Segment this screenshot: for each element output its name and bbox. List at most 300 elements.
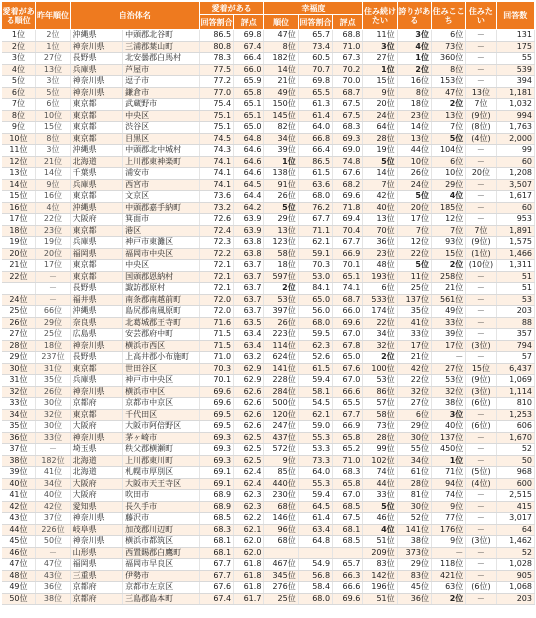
cell-happiness-percent: 68.0 (298, 317, 332, 329)
cell-city: 渋谷区 (123, 122, 200, 134)
cell-respondents: 1,617 (496, 191, 534, 203)
cell-comfortable: 49位 (431, 306, 465, 318)
cell-live-continue: 57位 (363, 398, 397, 410)
cell-pride: 1位 (397, 53, 431, 65)
cell-prefecture: 東京都 (70, 110, 122, 122)
cell-happiness-percent: 68.0 (298, 191, 332, 203)
cell-live-continue: 48位 (363, 260, 397, 272)
cell-live-continue: 53位 (363, 375, 397, 387)
cell-prefecture: 東京都 (70, 409, 122, 421)
cell-respondents: 2,000 (496, 133, 534, 145)
cell-attachment-percent: 69.1 (199, 467, 233, 479)
cell-live-continue: 83位 (363, 559, 397, 571)
cell-respondents: 1,763 (496, 122, 534, 134)
cell-happiness-rank: 276位 (264, 582, 298, 594)
cell-rank: 24位 (2, 294, 36, 306)
cell-attachment-score: 66.4 (234, 53, 264, 65)
table-row (2, 467, 535, 479)
cell-happiness-score: 66.9 (333, 421, 363, 433)
cell-attachment-score: 67.4 (234, 41, 264, 53)
cell-happiness-score: 71.0 (333, 455, 363, 467)
cell-rank: 36位 (2, 432, 36, 444)
cell-comfortable: 176位 (431, 524, 465, 536)
cell-city: 逗子市 (123, 76, 200, 88)
cell-pride: 27位 (397, 398, 431, 410)
cell-happiness-percent: 62.1 (298, 409, 332, 421)
cell-attachment-percent: 75.1 (199, 110, 233, 122)
cell-happiness-percent: 64.0 (298, 467, 332, 479)
cell-happiness-rank: 9位 (264, 455, 298, 467)
table-row (2, 156, 535, 168)
cell-pride: 2位 (397, 64, 431, 76)
cell-pride: 22位 (397, 375, 431, 387)
cell-happiness-rank: 58位 (264, 248, 298, 260)
cell-attachment-score: 62.9 (234, 375, 264, 387)
cell-respondents: 905 (496, 570, 534, 582)
cell-want-live: (8位) (466, 122, 496, 134)
table-row (2, 248, 535, 260)
cell-attachment-score: 61.8 (234, 582, 264, 594)
cell-happiness-score: 74.1 (333, 283, 363, 295)
cell-live-continue: 40位 (363, 202, 397, 214)
cell-happiness-percent: 53.0 (298, 271, 332, 283)
cell-attachment-percent: 80.8 (199, 41, 233, 53)
cell-rank: 11位 (2, 145, 36, 157)
cell-attachment-percent: 71.0 (199, 352, 233, 364)
cell-prev-rank: 21位 (36, 156, 70, 168)
table-row (2, 179, 535, 191)
cell-happiness-percent: 70.7 (298, 64, 332, 76)
cell-city: 西宮市 (123, 179, 200, 191)
cell-happiness-score: 65.0 (333, 352, 363, 364)
cell-attachment-percent: 75.4 (199, 99, 233, 111)
cell-comfortable: 185位 (431, 202, 465, 214)
cell-rank: 12位 (2, 156, 36, 168)
cell-pride: 36位 (397, 593, 431, 605)
cell-want-live: － (466, 444, 496, 456)
cell-happiness-rank: 247位 (264, 421, 298, 433)
cell-rank: 26位 (2, 317, 36, 329)
cell-pride: 52位 (397, 513, 431, 525)
header-pride: 誇りがある (397, 2, 431, 30)
cell-pride: 25位 (397, 283, 431, 295)
cell-rank: 17位 (2, 214, 36, 226)
cell-respondents: 415 (496, 501, 534, 513)
table-row (2, 145, 535, 157)
cell-prefecture: 京都府 (70, 398, 122, 410)
cell-live-continue: 142位 (363, 570, 397, 582)
cell-happiness-score: 74.8 (333, 156, 363, 168)
cell-rank: 9位 (2, 122, 36, 134)
cell-city: 伊勢市 (123, 570, 200, 582)
cell-happiness-rank: 624位 (264, 352, 298, 364)
cell-want-live: － (466, 41, 496, 53)
table-row (2, 133, 535, 145)
cell-pride: 28位 (397, 478, 431, 490)
cell-happiness-rank: 182位 (264, 53, 298, 65)
cell-live-continue: 34位 (363, 329, 397, 341)
cell-live-continue: 7位 (363, 179, 397, 191)
cell-respondents: 953 (496, 214, 534, 226)
cell-prev-rank: 41位 (36, 467, 70, 479)
cell-happiness-rank: 123位 (264, 237, 298, 249)
cell-attachment-percent: 74.5 (199, 133, 233, 145)
cell-happiness-percent: 62.1 (298, 237, 332, 249)
cell-comfortable: 6位 (431, 156, 465, 168)
cell-city: 芦屋市 (123, 64, 200, 76)
cell-attachment-score: 69.8 (234, 30, 264, 42)
cell-happiness-rank: 8位 (264, 41, 298, 53)
header-attachment-group: 愛着がある (199, 2, 264, 15)
cell-rank: 13位 (2, 168, 36, 180)
cell-prev-rank: 182位 (36, 455, 70, 467)
cell-happiness-score: 67.3 (333, 53, 363, 65)
cell-happiness-rank: 49位 (264, 87, 298, 99)
cell-city: 港区 (123, 225, 200, 237)
cell-happiness-rank: 150位 (264, 99, 298, 111)
cell-comfortable: 360位 (431, 53, 465, 65)
cell-respondents: 1,466 (496, 248, 534, 260)
cell-pride: 29位 (397, 421, 431, 433)
cell-comfortable: 53位 (431, 375, 465, 387)
header-rank: 愛着がある順位 (2, 2, 36, 30)
cell-rank: 49位 (2, 582, 36, 594)
cell-happiness-rank: 47位 (264, 30, 298, 42)
cell-want-live: － (466, 202, 496, 214)
cell-want-live: 13位 (466, 87, 496, 99)
table-row (2, 329, 535, 341)
cell-want-live: 15位 (466, 363, 496, 375)
cell-happiness-score: 68.1 (333, 524, 363, 536)
cell-rank: 25位 (2, 306, 36, 318)
cell-attachment-score: 64.2 (234, 202, 264, 214)
cell-happiness-rank: 85位 (264, 467, 298, 479)
cell-rank: 34位 (2, 409, 36, 421)
cell-comfortable: 94位 (431, 478, 465, 490)
cell-city: 長久手市 (123, 501, 200, 513)
cell-happiness-score: 69.6 (333, 317, 363, 329)
cell-comfortable: 21位 (431, 283, 465, 295)
cell-attachment-score: 62.1 (234, 524, 264, 536)
cell-pride: 17位 (397, 340, 431, 352)
cell-happiness-percent: 59.1 (298, 248, 332, 260)
cell-prefecture: 愛知県 (70, 501, 122, 513)
cell-live-continue: 5位 (363, 156, 397, 168)
cell-attachment-score: 64.4 (234, 191, 264, 203)
cell-city: 北安曇郡白馬村 (123, 53, 200, 65)
cell-attachment-percent: 68.1 (199, 536, 233, 548)
cell-pride: 29位 (397, 559, 431, 571)
cell-city: 神戸市東灘区 (123, 237, 200, 249)
cell-want-live: － (466, 145, 496, 157)
cell-happiness-rank: 82位 (264, 122, 298, 134)
cell-prefecture: 神奈川県 (70, 76, 122, 88)
cell-live-continue: 6位 (363, 283, 397, 295)
cell-attachment-score: 63.4 (234, 329, 264, 341)
cell-attachment-percent: 72.2 (199, 248, 233, 260)
cell-happiness-percent: 66.4 (298, 145, 332, 157)
cell-happiness-score: 67.0 (333, 490, 363, 502)
cell-happiness-percent: 84.1 (298, 283, 332, 295)
header-attachment-percent: 回答割合 (199, 15, 233, 30)
cell-rank: 42位 (2, 501, 36, 513)
cell-prev-rank: 38位 (36, 593, 70, 605)
cell-want-live: － (466, 513, 496, 525)
table-row (2, 271, 535, 283)
cell-respondents: 60 (496, 156, 534, 168)
header-happiness-score: 評点 (333, 15, 363, 30)
cell-happiness-rank: 26位 (264, 191, 298, 203)
cell-prev-rank: 30位 (36, 421, 70, 433)
cell-happiness-score: 65.8 (333, 478, 363, 490)
cell-prefecture: 神奈川県 (70, 41, 122, 53)
cell-attachment-percent: 68.1 (199, 547, 233, 559)
cell-live-continue: 36位 (363, 237, 397, 249)
cell-respondents: 1,575 (496, 237, 534, 249)
cell-want-live: － (466, 559, 496, 571)
table-row (2, 87, 535, 99)
cell-attachment-score: 63.9 (234, 225, 264, 237)
cell-prefecture: 東京都 (70, 271, 122, 283)
cell-happiness-score: 70.4 (333, 225, 363, 237)
cell-live-continue: 533位 (363, 294, 397, 306)
cell-city: 中頭郡北谷町 (123, 30, 200, 42)
cell-attachment-percent: 68.9 (199, 490, 233, 502)
cell-want-live: － (466, 283, 496, 295)
cell-prefecture: 兵庫県 (70, 237, 122, 249)
cell-respondents: 539 (496, 64, 534, 76)
cell-happiness-score: 66.3 (333, 570, 363, 582)
table-row (2, 547, 535, 559)
cell-prefecture: 神奈川県 (70, 386, 122, 398)
cell-prefecture: 東京都 (70, 260, 122, 272)
cell-attachment-score: 64.6 (234, 156, 264, 168)
cell-attachment-percent: 77.0 (199, 87, 233, 99)
cell-happiness-percent: 86.5 (298, 156, 332, 168)
cell-attachment-percent: 72.6 (199, 214, 233, 226)
cell-attachment-percent: 72.0 (199, 294, 233, 306)
cell-attachment-percent: 73.6 (199, 191, 233, 203)
cell-prev-rank: 37位 (36, 513, 70, 525)
cell-attachment-score: 63.7 (234, 271, 264, 283)
cell-respondents: 53 (496, 294, 534, 306)
cell-happiness-score: 65.2 (333, 444, 363, 456)
cell-happiness-percent: 61.5 (298, 168, 332, 180)
cell-attachment-score: 63.7 (234, 306, 264, 318)
cell-city: 上高井郡小布施町 (123, 352, 200, 364)
cell-happiness-rank: 68位 (264, 536, 298, 548)
cell-happiness-rank (264, 547, 298, 559)
cell-rank: 15位 (2, 191, 36, 203)
cell-pride: 5位 (397, 260, 431, 272)
cell-want-live: － (466, 409, 496, 421)
cell-pride: 44位 (397, 145, 431, 157)
cell-attachment-score: 63.7 (234, 283, 264, 295)
cell-live-continue: 14位 (363, 168, 397, 180)
header-want-live: 住みたい (466, 2, 496, 30)
cell-pride: 11位 (397, 271, 431, 283)
cell-happiness-score: 67.0 (333, 375, 363, 387)
cell-respondents: 6,437 (496, 363, 534, 375)
cell-respondents: 203 (496, 306, 534, 318)
table-row (2, 294, 535, 306)
cell-happiness-rank: 96位 (264, 524, 298, 536)
cell-want-live: 7位 (466, 99, 496, 111)
cell-city: 文京区 (123, 191, 200, 203)
cell-prefecture: 神奈川県 (70, 432, 122, 444)
cell-prev-rank: 14位 (36, 168, 70, 180)
cell-attachment-percent: 67.6 (199, 582, 233, 594)
cell-pride: 20位 (397, 202, 431, 214)
cell-attachment-score: 64.6 (234, 145, 264, 157)
cell-happiness-rank: 228位 (264, 375, 298, 387)
table-row (2, 559, 535, 571)
header-happiness-rank: 順位 (264, 15, 298, 30)
cell-happiness-score: 68.2 (333, 179, 363, 191)
cell-happiness-percent: 73.4 (298, 41, 332, 53)
cell-comfortable: 29位 (431, 179, 465, 191)
cell-prev-rank: 25位 (36, 329, 70, 341)
cell-happiness-rank: 345位 (264, 570, 298, 582)
cell-want-live: (9位) (466, 110, 496, 122)
cell-city: 藤沢市 (123, 513, 200, 525)
table-row (2, 501, 535, 513)
cell-happiness-rank: 597位 (264, 271, 298, 283)
cell-attachment-score: 63.8 (234, 237, 264, 249)
cell-happiness-percent: 66.8 (298, 133, 332, 145)
cell-comfortable: 38位 (431, 398, 465, 410)
cell-attachment-score: 63.7 (234, 260, 264, 272)
cell-want-live: － (466, 306, 496, 318)
cell-want-live: (1位) (466, 248, 496, 260)
table-row (2, 513, 535, 525)
header-prev-rank: 昨年順位 (36, 2, 70, 30)
cell-happiness-score: 69.4 (333, 214, 363, 226)
cell-happiness-percent: 61.5 (298, 363, 332, 375)
cell-comfortable: 7位 (431, 122, 465, 134)
cell-prev-rank: 4位 (36, 202, 70, 214)
cell-live-continue: 58位 (363, 409, 397, 421)
cell-prefecture: 福岡県 (70, 559, 122, 571)
cell-attachment-percent: 69.5 (199, 421, 233, 433)
cell-pride: 3位 (397, 30, 431, 42)
cell-comfortable: 93位 (431, 237, 465, 249)
cell-comfortable: 2位 (431, 99, 465, 111)
cell-happiness-score: 69.0 (333, 145, 363, 157)
cell-attachment-percent: 68.3 (199, 524, 233, 536)
cell-comfortable: 10位 (431, 168, 465, 180)
cell-comfortable: 118位 (431, 559, 465, 571)
cell-happiness-score (333, 547, 363, 559)
cell-attachment-score: 65.0 (234, 122, 264, 134)
cell-prev-rank: 13位 (36, 64, 70, 76)
cell-attachment-score: 63.4 (234, 340, 264, 352)
cell-live-continue: 42位 (363, 191, 397, 203)
cell-pride: 26位 (397, 168, 431, 180)
cell-rank: 31位 (2, 375, 36, 387)
cell-prev-rank: － (36, 444, 70, 456)
cell-happiness-rank: 53位 (264, 294, 298, 306)
cell-happiness-rank: 26位 (264, 317, 298, 329)
cell-attachment-percent: 77.5 (199, 64, 233, 76)
cell-comfortable: 39位 (431, 329, 465, 341)
cell-happiness-score: 70.0 (333, 76, 363, 88)
cell-want-live: － (466, 593, 496, 605)
cell-comfortable: 17位 (431, 340, 465, 352)
cell-live-continue: 44位 (363, 478, 397, 490)
cell-attachment-score: 63.9 (234, 214, 264, 226)
cell-pride: 61位 (397, 467, 431, 479)
cell-happiness-percent: 68.0 (298, 593, 332, 605)
cell-happiness-score: 67.7 (333, 409, 363, 421)
cell-respondents: 52 (496, 444, 534, 456)
cell-want-live: (9位) (466, 375, 496, 387)
table-row (2, 398, 535, 410)
cell-rank: 37位 (2, 444, 36, 456)
cell-attachment-score: 62.9 (234, 363, 264, 375)
cell-live-continue: 4位 (363, 524, 397, 536)
table-row (2, 64, 535, 76)
cell-attachment-percent: 74.1 (199, 156, 233, 168)
cell-pride: 30位 (397, 432, 431, 444)
cell-happiness-rank: 120位 (264, 409, 298, 421)
cell-prefecture: 沖縄県 (70, 306, 122, 318)
cell-attachment-percent: 69.1 (199, 478, 233, 490)
table-row (2, 317, 535, 329)
cell-rank: 44位 (2, 524, 36, 536)
cell-prev-rank: 33位 (36, 432, 70, 444)
cell-want-live: (3位) (466, 386, 496, 398)
table-row (2, 444, 535, 456)
cell-prefecture: 東京都 (70, 363, 122, 375)
cell-live-continue: 74位 (363, 467, 397, 479)
cell-prev-rank: － (36, 271, 70, 283)
cell-live-continue: 28位 (363, 133, 397, 145)
cell-pride: 6位 (397, 409, 431, 421)
table-row (2, 593, 535, 605)
cell-happiness-percent: 54.9 (298, 559, 332, 571)
cell-happiness-rank: 138位 (264, 168, 298, 180)
cell-live-continue: 19位 (363, 145, 397, 157)
table-row (2, 490, 535, 502)
cell-want-live: (4位) (466, 133, 496, 145)
cell-attachment-percent: 68.5 (199, 513, 233, 525)
cell-pride: 32位 (397, 386, 431, 398)
cell-want-live: － (466, 547, 496, 559)
table-row (2, 53, 535, 65)
cell-happiness-score: 68.5 (333, 536, 363, 548)
cell-comfortable: 32位 (431, 386, 465, 398)
cell-city: 上川郡東川町 (123, 455, 200, 467)
cell-comfortable: － (431, 352, 465, 364)
cell-respondents: 810 (496, 398, 534, 410)
cell-attachment-score: 64.8 (234, 133, 264, 145)
cell-prev-rank: 15位 (36, 122, 70, 134)
cell-attachment-percent: 73.2 (199, 202, 233, 214)
cell-live-continue: 5位 (363, 501, 397, 513)
cell-pride: 45位 (397, 582, 431, 594)
cell-prefecture: 福井県 (70, 294, 122, 306)
cell-rank: 38位 (2, 455, 36, 467)
cell-attachment-percent: 74.3 (199, 145, 233, 157)
cell-prev-rank: 16位 (36, 191, 70, 203)
cell-prev-rank: 226位 (36, 524, 70, 536)
cell-happiness-percent: 65.7 (298, 30, 332, 42)
cell-pride: 83位 (397, 570, 431, 582)
cell-city: 千代田区 (123, 409, 200, 421)
cell-happiness-score: 69.3 (333, 133, 363, 145)
cell-happiness-score: 71.8 (333, 202, 363, 214)
